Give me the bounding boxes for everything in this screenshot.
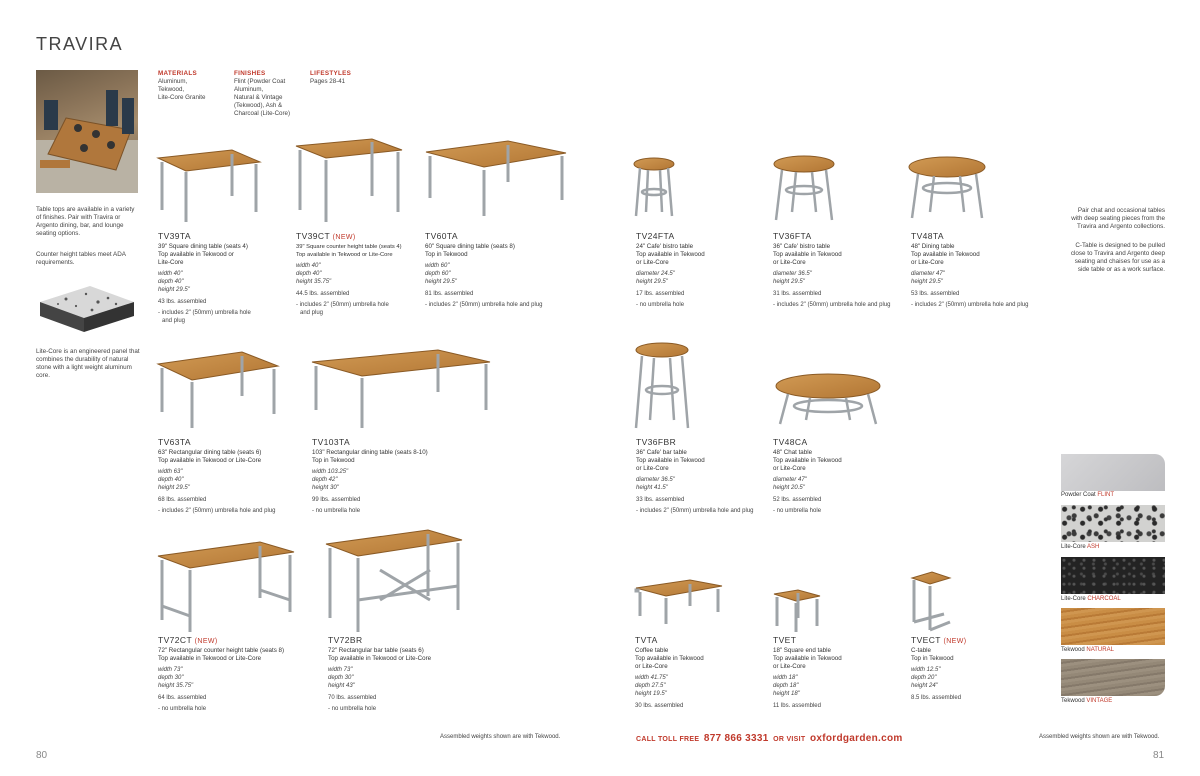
product-desc: Top available in Tekwood or Lite-Core	[296, 252, 393, 258]
product-note: - no umbrella hole	[636, 302, 685, 308]
product-code: TVTA	[635, 635, 658, 645]
product-desc: or Lite-Core	[773, 465, 806, 472]
product-desc: Coffee table	[635, 647, 669, 654]
product-desc: 72" Rectangular counter height table (seats 8)	[158, 647, 285, 654]
dim: diameter 36.5"	[773, 271, 812, 277]
product-weight: 8.5 lbs. assembled	[911, 695, 962, 701]
product-weight: 70 lbs. assembled	[328, 695, 377, 701]
swatch-name: FLINT	[1097, 492, 1115, 498]
table-tv39ct-image	[296, 139, 402, 222]
table-tv24fta-image	[634, 158, 674, 216]
product-desc: 72" Rectangular bar table (seats 6)	[328, 647, 424, 654]
dim: height 30"	[312, 485, 339, 491]
product-note: - includes 2" (50mm) umbrella hole	[296, 302, 389, 308]
product-note: and plug	[162, 317, 186, 324]
product-note: - includes 2" (50mm) umbrella hole and plug	[158, 508, 276, 514]
dim: depth 40"	[158, 279, 184, 285]
table-tv63ta-image	[158, 352, 278, 428]
dim: height 29.5"	[773, 279, 805, 285]
table-tv103ta-image	[312, 350, 490, 428]
dim: width 103.25"	[312, 469, 349, 475]
dim: height 29.5"	[158, 485, 190, 491]
product-desc: Top available in Tekwood or Lite-Core	[158, 655, 262, 662]
table-tv39ta-image	[158, 150, 260, 222]
product-note: - includes 2" (50mm) umbrella hole and plug	[636, 508, 754, 514]
dim: depth 40"	[158, 477, 184, 483]
right-note-1	[1040, 207, 1165, 231]
product-weight: 99 lbs. assembled	[312, 497, 361, 503]
dim: depth 40"	[296, 271, 322, 277]
dim: width 18"	[773, 675, 798, 681]
swatch-charcoal	[1061, 557, 1165, 594]
table-tv48ca-image	[776, 374, 880, 424]
product-note: and plug	[300, 309, 324, 316]
lifestyles-header: LIFESTYLES	[310, 70, 352, 77]
finishes-line: Charcoal (Lite-Core)	[234, 110, 291, 117]
swatch-label-flint	[1061, 492, 1114, 498]
dim: height 24"	[911, 683, 938, 689]
product-desc: Top in Tekwood	[312, 457, 355, 464]
product-weight: 64 lbs. assembled	[158, 695, 207, 701]
product-tv48ca	[773, 437, 913, 516]
dim: height 18"	[773, 691, 800, 697]
new-badge: (NEW)	[194, 638, 218, 645]
dim: width 73"	[158, 667, 183, 673]
dim: diameter 24.5"	[636, 271, 675, 277]
dim: depth 30"	[158, 675, 184, 681]
note-line: seating options.	[36, 230, 81, 237]
product-note: - no umbrella hole	[328, 706, 377, 712]
product-desc: 60" Square dining table (seats 8)	[425, 243, 515, 250]
dim: depth 20"	[911, 675, 937, 681]
dim: height 41.5"	[636, 485, 668, 491]
product-tv36fbr	[636, 437, 776, 516]
product-note: - includes 2" (50mm) umbrella hole and plug	[773, 302, 891, 308]
dim: height 43"	[328, 683, 355, 689]
product-desc: 24" Cafe' bistro table	[636, 243, 694, 250]
product-tvta	[635, 635, 775, 709]
note-line: Counter height tables meet ADA	[36, 251, 126, 258]
dim: height 29.5"	[636, 279, 668, 285]
dim: depth 42"	[312, 477, 338, 483]
footer-note-left: Assembled weights shown are with Tekwood.	[440, 734, 561, 740]
materials-line: Tekwood,	[158, 86, 185, 93]
materials-line: Aluminum,	[158, 78, 188, 85]
page-number-left: 80	[36, 750, 48, 761]
product-desc: Top available in Tekwood or Lite-Core	[328, 655, 432, 662]
product-tv36fta	[773, 231, 913, 310]
swatch-name: CHARCOAL	[1087, 596, 1121, 602]
product-note: - no umbrella hole	[773, 508, 822, 514]
table-tv48ta-image	[909, 157, 985, 218]
product-desc: C-table	[911, 647, 931, 654]
product-desc: Top in Tekwood	[425, 251, 468, 258]
product-weight: 68 lbs. assembled	[158, 497, 207, 503]
product-tv72br	[328, 635, 468, 714]
dim: diameter 36.5"	[636, 477, 675, 483]
dim: depth 30"	[328, 675, 354, 681]
note-line: C-Table is designed to be pulled	[1075, 242, 1165, 249]
table-tvect-image	[912, 572, 950, 630]
product-note: - no umbrella hole	[312, 508, 361, 514]
swatch-type: Tekwood	[1061, 698, 1085, 704]
product-weight: 43 lbs. assembled	[158, 299, 207, 305]
product-tv39ct	[296, 231, 424, 317]
product-tv60ta	[425, 231, 565, 310]
product-weight: 52 lbs. assembled	[773, 497, 822, 503]
new-badge: (NEW)	[332, 234, 356, 241]
product-desc: Top available in Tekwood	[773, 655, 842, 662]
product-weight: 33 lbs. assembled	[636, 497, 685, 503]
table-tv36fbr-image	[636, 343, 688, 428]
product-desc: Top available in Tekwood	[636, 251, 705, 258]
product-tv72ct	[158, 635, 298, 714]
product-code: TV36FBR	[636, 437, 677, 447]
product-desc: 48" Chat table	[773, 449, 813, 456]
swatch-type: Lite-Core	[1061, 596, 1086, 602]
swatch-type: Powder Coat	[1061, 492, 1096, 498]
note-line: close to Travira and Argento deep	[1070, 250, 1165, 257]
product-desc: Top available in Tekwood or Lite-Core	[158, 457, 262, 464]
product-desc: 18" Square end table	[773, 647, 831, 654]
dim: diameter 47"	[911, 271, 945, 277]
product-desc: 103" Rectangular dining table (seats 8-10)	[312, 449, 428, 456]
product-code: TV103TA	[312, 437, 351, 447]
note-line: Travira and Argento collections.	[1077, 223, 1165, 230]
materials-header: MATERIALS	[158, 70, 197, 77]
product-tv103ta	[312, 437, 452, 516]
product-tv24fta	[636, 231, 776, 310]
table-tv36fta-image	[774, 156, 834, 220]
product-desc: Top available in Tekwood or	[158, 251, 234, 258]
product-desc: Top available in Tekwood	[773, 251, 842, 258]
product-weight: 44.5 lbs. assembled	[296, 291, 350, 297]
page-title: TRAVIRA	[36, 34, 124, 54]
finishes-line: Flint (Powder Coat	[234, 78, 286, 85]
note-line: Table tops are available in a variety	[36, 206, 135, 213]
note-line: Pair chat and occasional tables	[1077, 207, 1165, 214]
swatch-ash	[1061, 505, 1165, 542]
finishes-line: Natural & Vintage	[234, 94, 283, 101]
product-tvet	[773, 635, 913, 709]
lifestyles-pages: Pages 28-41	[310, 78, 346, 85]
product-code: TV24FTA	[636, 231, 675, 241]
footer-note-right: Assembled weights shown are with Tekwood.	[1039, 734, 1160, 740]
swatch-flint	[1061, 454, 1165, 491]
product-code: TV60TA	[425, 231, 458, 241]
swatch-name: NATURAL	[1086, 647, 1114, 653]
product-desc: or Lite-Core	[773, 259, 806, 266]
product-code: TV36FTA	[773, 231, 812, 241]
product-desc: or Lite-Core	[773, 663, 806, 670]
dim: width 60"	[425, 263, 450, 269]
product-code: TV48TA	[911, 231, 944, 241]
dim: width 73"	[328, 667, 353, 673]
product-code: TVECT	[911, 635, 941, 645]
product-tvect	[911, 635, 1051, 701]
table-tv72ct-image	[158, 542, 294, 632]
dim: width 40"	[296, 263, 321, 269]
product-weight: 81 lbs. assembled	[425, 291, 474, 297]
product-code: TV63TA	[158, 437, 191, 447]
note-line: Lite-Core is an engineered panel that	[36, 348, 140, 355]
product-weight: 30 lbs. assembled	[635, 703, 684, 709]
product-tv63ta	[158, 437, 298, 516]
note-line: core.	[36, 372, 50, 379]
finishes-header: FINISHES	[234, 70, 266, 77]
product-desc: Top in Tekwood	[911, 655, 954, 662]
swatch-name: ASH	[1087, 544, 1100, 550]
finishes-line: Aluminum,	[234, 86, 264, 93]
dim: diameter 47"	[773, 477, 807, 483]
product-code: TV72BR	[328, 635, 363, 645]
product-desc: Top available in Tekwood	[773, 457, 842, 464]
swatch-label-charcoal	[1061, 596, 1121, 602]
note-line: Argento dining, bar, and lounge	[36, 222, 124, 229]
swatch-label-ash	[1061, 544, 1099, 550]
table-tv72br-image	[326, 530, 462, 632]
note-line: requirements.	[36, 259, 75, 266]
table-tvta-image	[636, 580, 722, 624]
swatch-label-vintage	[1061, 698, 1112, 704]
note-line: side table or as a work surface.	[1077, 266, 1165, 273]
or-visit-label: OR VISIT	[773, 736, 806, 743]
dim: width 63"	[158, 469, 183, 475]
product-tv48ta	[911, 231, 1051, 310]
product-desc: 36" Cafe' bar table	[636, 449, 687, 456]
product-desc: or Lite-Core	[911, 259, 944, 266]
swatch-name: VINTAGE	[1086, 698, 1113, 704]
note-line: stone with a light weight aluminum	[36, 364, 132, 371]
product-code: TV72CT	[158, 635, 192, 645]
swatch-label-natural	[1061, 647, 1114, 653]
product-desc: Top available in Tekwood	[636, 457, 705, 464]
product-code: TVET	[773, 635, 797, 645]
dim: height 29.5"	[425, 279, 457, 285]
dim: depth 18"	[773, 683, 799, 689]
product-desc: or Lite-Core	[636, 465, 669, 472]
note-line: with deep seating pieces from the	[1071, 215, 1165, 222]
website-link[interactable]: oxfordgarden.com	[809, 733, 903, 744]
product-desc: 39" Square dining table (seats 4)	[158, 243, 248, 250]
product-code: TV39TA	[158, 231, 191, 241]
phone-number[interactable]: 877 866 3331	[703, 733, 769, 744]
product-weight: 31 lbs. assembled	[773, 291, 822, 297]
dim: height 29.5"	[158, 287, 190, 293]
swatch-natural	[1061, 608, 1165, 645]
note-line: combines the durability of natural	[36, 356, 129, 363]
product-tv39ta	[158, 231, 298, 325]
right-note-2	[1040, 242, 1165, 274]
product-desc: 48" Dining table	[911, 243, 955, 250]
note-line: of finishes. Pair with Travira or	[36, 214, 121, 221]
product-code: TV39CT	[296, 231, 330, 241]
product-weight: 11 lbs. assembled	[773, 703, 821, 709]
dim: height 29.5"	[911, 279, 943, 285]
new-badge: (NEW)	[943, 638, 967, 645]
dim: height 19.5"	[635, 691, 667, 697]
swatch-type: Lite-Core	[1061, 544, 1086, 550]
product-note: - includes 2" (50mm) umbrella hole	[158, 310, 251, 316]
product-desc: or Lite-Core	[636, 259, 669, 266]
call-label: CALL TOLL FREE	[636, 736, 700, 743]
swatch-type: Tekwood	[1061, 647, 1085, 653]
product-desc: 63" Rectangular dining table (seats 6)	[158, 449, 262, 456]
product-desc: 39" Square counter height table (seats 4)	[296, 244, 402, 250]
note-line: seating and chaises for use as a	[1074, 258, 1165, 265]
product-note: - includes 2" (50mm) umbrella hole and plug	[425, 302, 543, 308]
materials-line: Lite-Core Granite	[158, 94, 206, 101]
finishes-line: (Tekwood), Ash &	[234, 102, 283, 109]
table-tvet-image	[774, 590, 820, 632]
product-desc: Top available in Tekwood	[635, 655, 704, 662]
call-bar	[636, 733, 903, 744]
product-weight: 53 lbs. assembled	[911, 291, 960, 297]
dim: width 12.5"	[911, 667, 941, 673]
product-code: TV48CA	[773, 437, 808, 447]
dim: width 40"	[158, 271, 183, 277]
product-desc: 36" Cafe' bistro table	[773, 243, 831, 250]
product-note: - no umbrella hole	[158, 706, 207, 712]
dim: depth 27.5"	[635, 683, 666, 689]
page-number-right: 81	[1153, 750, 1165, 761]
product-weight: 17 lbs. assembled	[636, 291, 685, 297]
dim: width 41.75"	[635, 675, 668, 681]
dim: height 20.5"	[773, 485, 805, 491]
product-desc: or Lite-Core	[635, 663, 668, 670]
product-desc: Lite-Core	[158, 259, 184, 266]
dim: height 35.75"	[158, 683, 194, 689]
swatch-vintage	[1061, 659, 1165, 696]
dim: height 35.75"	[296, 279, 332, 285]
dim: depth 60"	[425, 271, 451, 277]
product-desc: Top available in Tekwood	[911, 251, 980, 258]
table-tv60ta-image	[426, 141, 566, 216]
product-note: - includes 2" (50mm) umbrella hole and plug	[911, 302, 1029, 308]
